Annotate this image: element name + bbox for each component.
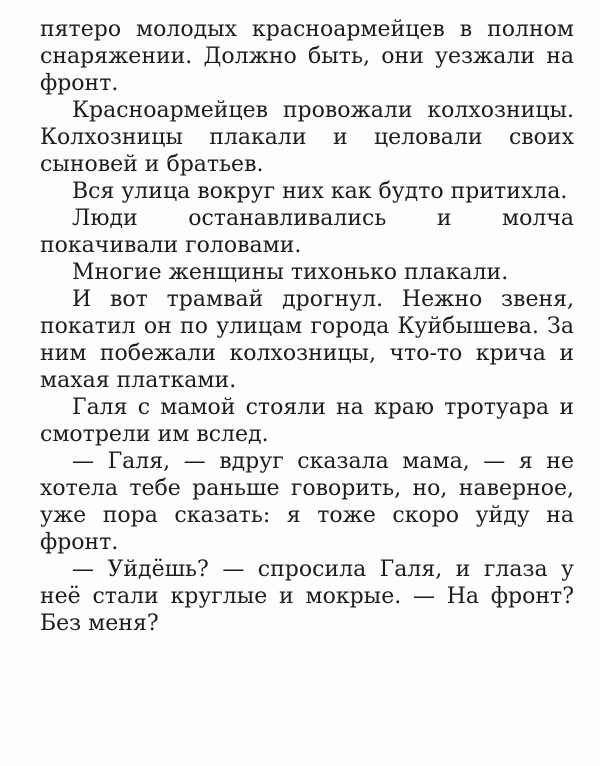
paragraph-6: И вот трамвай дрогнул. Нежно звеня, покатил он по улицам города Куйбышева. За ним побежали колхозницы, что-то крича и махая платками.: [40, 287, 574, 393]
paragraph-9: — Уйдёшь? — спросила Галя, и глаза у неё стали круглые и мокрые. — На фронт? Без меня?: [40, 557, 574, 636]
paragraph-4: Люди останавливались и молча покачивали головами.: [40, 206, 574, 258]
paragraph-5: Многие женщины тихонько плакали.: [72, 260, 509, 285]
paragraph-7: Галя с мамой стояли на краю тротуара и смотрели им вслед.: [40, 395, 574, 447]
paragraph-3: Вся улица вокруг них как будто притихла.: [72, 179, 568, 204]
paragraph-2: Красноармейцев провожали колхозницы. Колхозницы плакали и целовали своих сыновей и братьев.: [40, 98, 574, 177]
paragraph-8: — Галя, — вдруг сказала мама, — я не хотела тебе раньше говорить, но, наверное, уже пора сказать: я тоже скоро уйду на фронт.: [40, 449, 574, 555]
page-text: [40, 16, 574, 637]
paragraph-1: пятеро молодых красноармейцев в полном снаряжении. Должно быть, они уезжали на фронт.: [40, 17, 574, 96]
